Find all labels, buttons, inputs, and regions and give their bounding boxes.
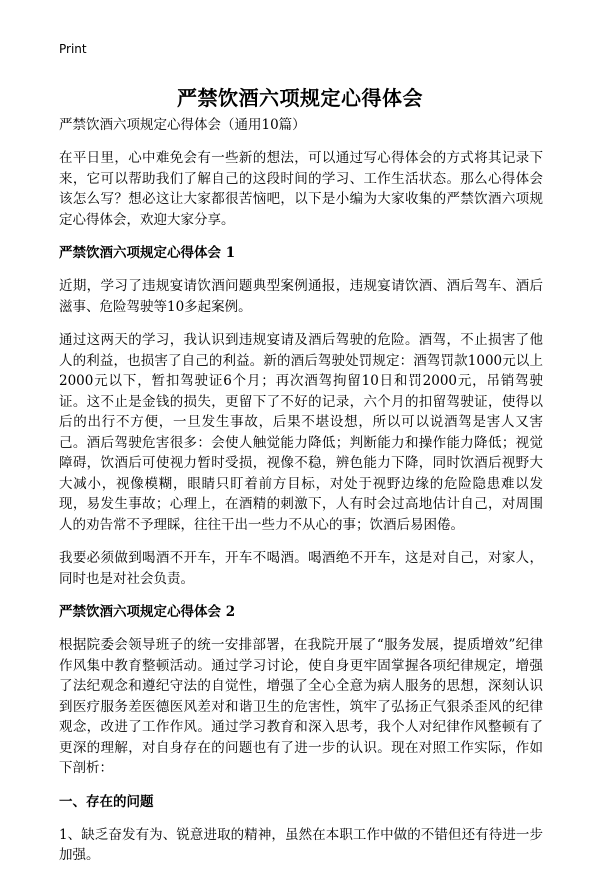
section1-paragraph-3: 我要必须做到喝酒不开车，开车不喝酒。喝酒绝不开车，这是对自己，对家人，同时也是对社会负责。 [59,550,543,587]
print-link[interactable]: Print [59,42,87,56]
section1-paragraph-2: 通过这两天的学习，我认识到违规宴请及酒后驾驶的危险。酒驾，不止损害了他人的利益，也损害了自己的利益。新的酒后驾驶处罚规定：酒驾罚款1000元以上2000元以下，暂扣驾驶证6个月；再次酒驾拘留10日和罚2000元，吊销驾驶证。这不止是金钱的损失，更留下了不好的记录，六个月的扣留驾驶证，使得以后的出行不方便，一旦发生事故，后果不堪设想，所以可以说酒驾是害人又害己。酒后驾驶危害很多：会使人触觉能力降低；判断能力和操作能力降低；视觉障碍，饮酒后可使视力暂时受损，视像不稳，辨色能力下降，同时饮酒后视野大大减小，视像模糊，眼睛只盯着前方目标，对处于视野边缘的危险隐患难以发现，易发生事故；心理上，在酒精的刺激下，人有时会过高地估计自己，对周围人的劝告常不予理睬，往往干出一些力不从心的事；饮酒后易困倦。 [59,332,543,533]
document-body [59,115,543,879]
section-heading-3: 一、存在的问题 [59,793,154,810]
section-heading-2: 严禁饮酒六项规定心得体会 2 [59,604,236,620]
section-heading-1: 严禁饮酒六项规定心得体会 1 [59,245,236,261]
section3-paragraph-1: 1、缺乏奋发有为、锐意进取的精神，虽然在本职工作中做的不错但还有待进一步加强。 [59,826,543,863]
intro-paragraph: 在平日里，心中难免会有一些新的想法，可以通过写心得体会的方式将其记录下来，它可以帮助我们了解自己的这段时间的学习、工作生活状态。那么心得体会该怎么写？想必这让大家都很苦恼吧，以下是小编为大家收集的严禁饮酒六项规定心得体会，欢迎大家分享。 [59,150,543,228]
section2-paragraph-1: 根据院委会领导班子的统一安排部署，在我院开展了“服务发展，提质增效”纪律作风集中教育整顿活动。通过学习讨论，使自身更牢固掌握各项纪律规定，增强了法纪观念和遵纪守法的自觉性，增强了全心全意为病人服务的思想，深刻认识到医疗服务差医德医风差对和谐卫生的危害性，筑牢了弘扬正气狠杀歪风的纪律观念，改进了工作作风。通过学习教育和深入思考，我个人对纪律作风整顿有了更深的理解，对自身存在的问题也有了进一步的认识。现在对照工作实际，作如下剖析： [59,637,543,776]
document-subtitle: 严禁饮酒六项规定心得体会（通用10篇） [59,117,306,133]
section1-paragraph-1: 近期，学习了违规宴请饮酒问题典型案例通报，违规宴请饮酒、酒后驾车、酒后滋事、危险驾驶等10多起案例。 [59,278,543,315]
page-title: 严禁饮酒六项规定心得体会 [177,86,423,110]
